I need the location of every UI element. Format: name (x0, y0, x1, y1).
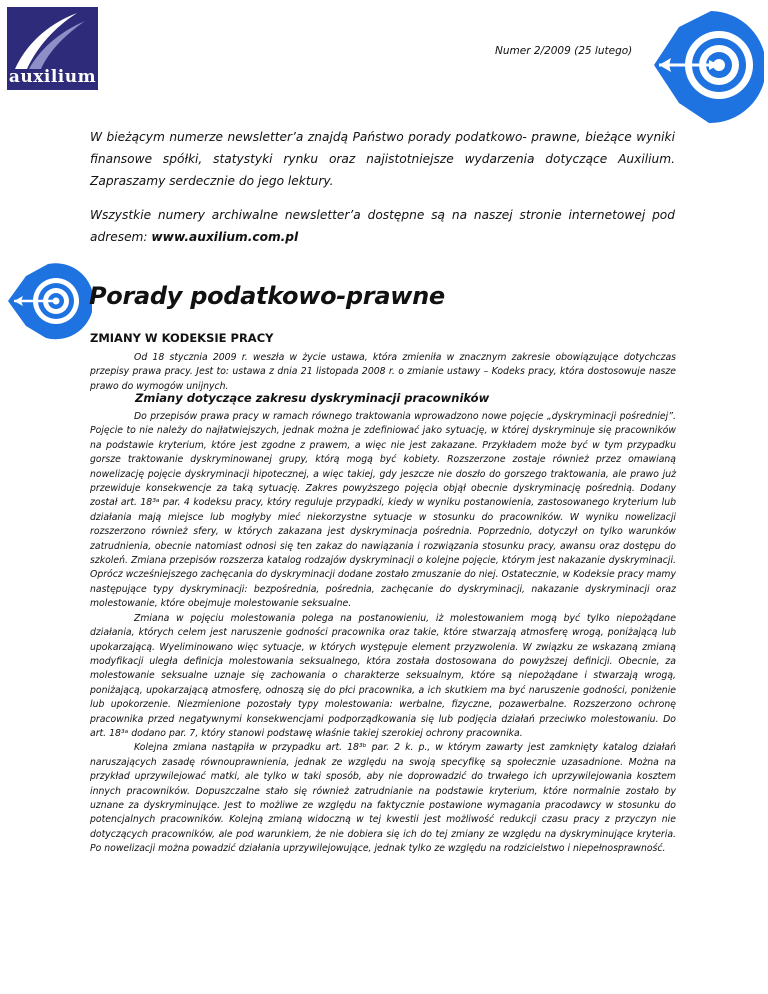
body-paragraph: Kolejna zmiana nastąpiła w przypadku art. 18³ᵇ par. 2 k. p., w którym zawarty jest zamknięty katalog działań naruszających zasadę równouprawnienia, jednak ze względu na swoją specyfikę są społecznie uzasadnione. Można na przykład uprzywilejować matki, ale tylko w taki sposób, aby nie doprowadzić do trwałego ich uprzywilejowania kosztem innych pracowników. Dopuszczalne stało się również zatrudnianie na podstawie kryterium, które normalnie zostało by uznane za dyskryminujące. Jest to możliwe ze względu na faktycznie postawione wymagania pracodawcy w stosunku do potencjalnych pracowników. Kolejną zmianą widoczną w tej kwestii jest możliwość redukcji czasu pracy z przyczyn nie dotyczących pracowników, ale pod warunkiem, że nie dobiera się ich do tej zmiany ze względu na dyskryminujące kryteria. Po nowelizacji można powadzić działania uprzywilejowujące, jednak tylko ze względu na rodzicielstwo i niepełnosprawność. (90, 742, 676, 855)
lead-paragraph: Od 18 stycznia 2009 r. weszła w życie ustawa, która zmieniła w znacznym zakresie obowiązujące dotychczas przepisy prawa pracy. Jest to: ustawa z dnia 21 listopada 2008 r. o zmianie ustawy – Kodeks pracy, która dostosowuje nasze prawo do wymogów unijnych. (90, 352, 676, 392)
article-body (90, 410, 676, 857)
issue-number: Numer 2/2009 (25 lutego) (495, 45, 633, 57)
archive-paragraph (90, 204, 675, 248)
archive-text: Wszystkie numery archiwalne newsletter’a dostępne są na naszej stronie internetowej pod adresem: (90, 208, 675, 244)
section-target-icon (0, 262, 92, 340)
logo-text: auxilium (8, 67, 97, 87)
target-arrow-icon (639, 3, 764, 128)
section-title: Porady podatkowo-prawne (89, 282, 445, 310)
intro-paragraph: W bieżącym numerze newsletter’a znajdą Państwo porady podatkowo- prawne, bieżące wyniki finansowe spółki, statystyki rynku oraz najistotniejsze wydarzenia dotyczące Auxilium. Zapraszamy serdecznie do jego lektury. (90, 130, 675, 188)
website-link[interactable]: www.auxilium.com.pl (151, 230, 299, 244)
body-paragraph: Do przepisów prawa pracy w ramach równego traktowania wprowadzono nowe pojęcie „dyskryminacji pośredniej”. Pojęcie to nie należy do najłatwiejszych, jednak można je zdefiniować jako sytuację, w której dyskryminuje się pracowników na podstawie kryterium, które jest zgodne z prawem, a więc nie jest zakazane. Przykładem może być w tym przypadku gorsze traktowanie dyskryminowanej grupy, którą mogą być kobiety. Rozszerzone zostaje również przez omawianą nowelizację pojęcie dyskryminacji hipotecznej, a więc takiej, gdy jeszcze nie doszło do gorszego traktowania, ale prawo już przewiduje konsekwencje za taką sytuację. Zakres powyższego pojęcia objął obecnie dyskryminację pośrednią. Dodany został art. 18³ᵃ par. 4 kodeksu pracy, który reguluje przypadki, kiedy w wyniku postanowienia, zastosowanego kryterium lub działania mają miejsce lub mogłyby mieć niekorzystne sytuacje w stosunku do pracowników. W wyniku nowelizacji rozszerzono również sfery, w których zakazana jest dyskryminacja pośrednia. Poprzednio, dotyczył on tylko warunków zatrudnienia, obecnie natomiast odnosi się ten zakaz do nawiązania i rozwiązania stosunku pracy, awansu oraz dostępu do szkoleń. Zmiana przepisów rozszerza katalog rodzajów dyskryminacji o kolejne pojęcie, którym jest nakazanie dyskryminacji. Oprócz wcześniejszego zachęcania do dyskryminacji dodane zostało zmuszanie do niej. Ostatecznie, w Kodeksie pracy mamy następujące typy dyskryminacji: bezpośrednia, pośrednia, zachęcanie do dyskryminacji, nakazanie dyskryminacji oraz molestowanie, które obejmuje molestowanie seksualne. (90, 411, 676, 610)
auxilium-logo (7, 7, 98, 90)
lead-block (90, 351, 676, 394)
body-paragraph: Zmiana w pojęciu molestowania polega na postanowieniu, iż molestowaniem mogą być tylko niepożądane działania, których celem jest naruszenie godności pracownika oraz takie, które stwarzają atmosferę wrogą, poniżającą lub upokarzającą. Wyeliminowano więc sytuacje, w których występuje element przyzwolenia. W związku ze wskazaną zmianą modyfikacji uległa definicja molestowania seksualnego, która została dostosowana do powyższej definicji. Obecnie, za molestowanie seksualne uznaje się zachowania o charakterze seksualnym, które są niepożądane i stwarzają wrogą, poniżającą, upokarzającą atmosferę, odnoszą się do płci pracownika, a ich skutkiem ma być naruszenie godności, poniżenie lub upokorzenie. Niezmienione pozostały typy molestowania: werbalne, fizyczne, pozawerbalne. Rozszerzono ochronę pracownika przed negatywnymi konsekwencjami podporządkowania się lub podjęcia działań przeciwko molestowaniu. Do art. 18³ᵃ dodano par. 7, który stanowi podstawę właśnie takiej szerokiej ochrony pracownika. (90, 612, 676, 739)
subheading-discrimination: Zmiany dotyczące zakresu dyskryminacji pracowników (135, 391, 490, 405)
subheading-labor-code: ZMIANY W KODEKSIE PRACY (90, 331, 274, 345)
